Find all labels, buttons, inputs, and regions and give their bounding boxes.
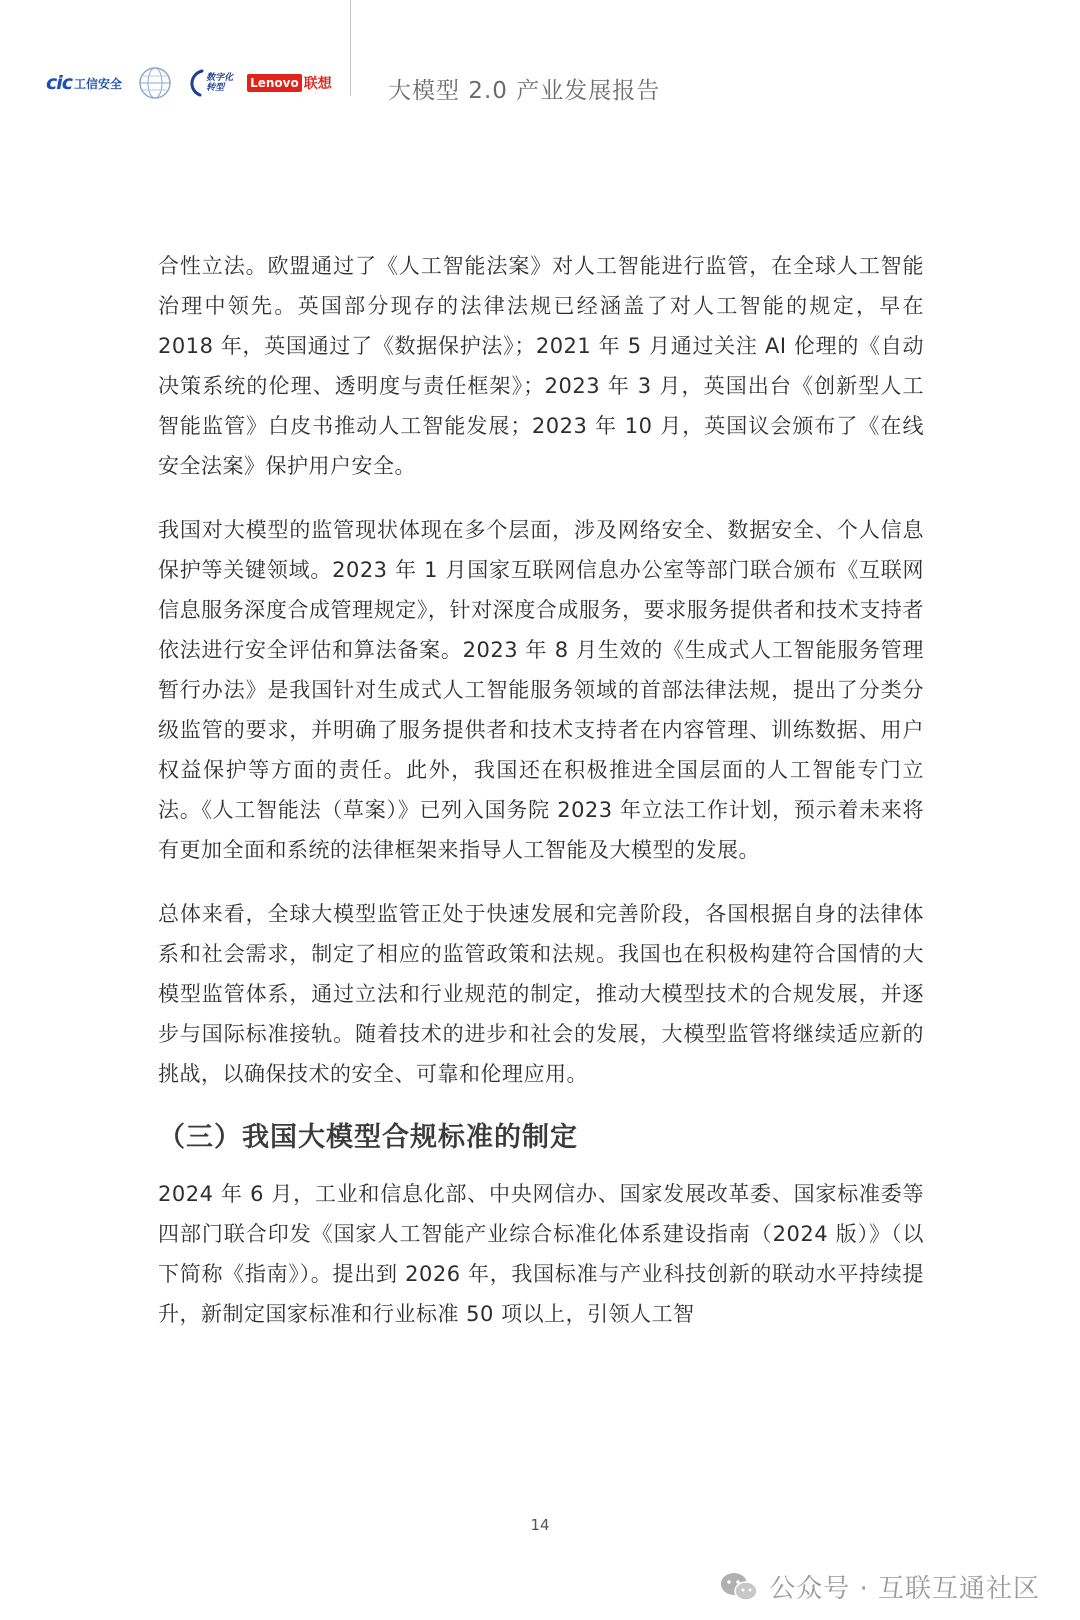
header-divider (350, 0, 351, 96)
partner-logos (46, 66, 332, 100)
page-content (158, 246, 924, 1358)
digital-logo-line2: 转型 (206, 83, 225, 93)
cic-logo-text: cic (46, 72, 73, 94)
paragraph-3: 总体来看，全球大模型监管正处于快速发展和完善阶段，各国根据自身的法律体系和社会需求，制定了相应的监管政策和法规。我国也在积极构建符合国情的大模型监管体系，通过立法和行业规范的制定，推动大模型技术的合规发展，并逐步与国际标准接轨。随着技术的进步和社会的发展，大模型监管将继续适应新的挑战，以确保技术的安全、可靠和伦理应用。 (158, 902, 924, 1086)
lenovo-logo-cn-text: 联想 (303, 76, 332, 92)
digital-transformation-logo (186, 68, 233, 98)
cic-logo (46, 72, 122, 94)
lenovo-logo-text: Lenovo (247, 74, 302, 92)
wechat-icon (719, 1571, 759, 1603)
paragraph-1: 合性立法。欧盟通过了《人工智能法案》对人工智能进行监管，在全球人工智能治理中领先。英国部分现存的法律法规已经涵盖了对人工智能的规定，早在 2018 年，英国通过了《数据保护法》；2021 年 5 月通过关注 AI 伦理的《自动决策系统的伦理、透明度与责任框架》；2023 年 3 月，英国出台《创新型人工智能监管》白皮书推动人工智能发展；2023 年 10 月，英国议会颁布了《在线安全法案》保护用户安全。 (158, 254, 924, 478)
digital-logo-line1: 数字化 (206, 73, 234, 83)
section-heading: （三）我国大模型合规标准的制定 (158, 1122, 578, 1153)
globe-icon (138, 66, 172, 100)
page-header (0, 0, 1080, 150)
report-title: 大模型 2.0 产业发展报告 (388, 78, 661, 104)
page-number: 14 (530, 1516, 550, 1534)
swoosh-icon (186, 68, 206, 98)
cic-logo-cn-text: 工信安全 (74, 76, 123, 91)
section-paragraph: 2024 年 6 月，工业和信息化部、中央网信办、国家发展改革委、国家标准委等四部门联合印发《国家人工智能产业综合标准化体系建设指南（2024 版）》（以下简称《指南》）。提出到 2026 年，我国标准与产业科技创新的联动水平持续提升，新制定国家标准和行业标准 50 项以上，引领人工智 (158, 1182, 924, 1326)
lenovo-logo (247, 73, 332, 93)
watermark-text: 公众号 · 互联互通社区 (769, 1574, 1040, 1604)
paragraph-2: 我国对大模型的监管现状体现在多个层面，涉及网络安全、数据安全、个人信息保护等关键领域。2023 年 1 月国家互联网信息办公室等部门联合颁布《互联网信息服务深度合成管理规定》，针对深度合成服务，要求服务提供者和技术支持者依法进行安全评估和算法备案。2023 年 8 月生效的《生成式人工智能服务管理暂行办法》是我国针对生成式人工智能服务领域的首部法律法规，提出了分类分级监管的要求，并明确了服务提供者和技术支持者在内容管理、训练数据、用户权益保护等方面的责任。此外，我国还在积极推进全国层面的人工智能专门立法。《人工智能法（草案）》已列入国务院 2023 年立法工作计划，预示着未来将有更加全面和系统的法律框架来指导人工智能及大模型的发展。 (158, 518, 924, 862)
wechat-watermark (719, 1568, 1040, 1605)
